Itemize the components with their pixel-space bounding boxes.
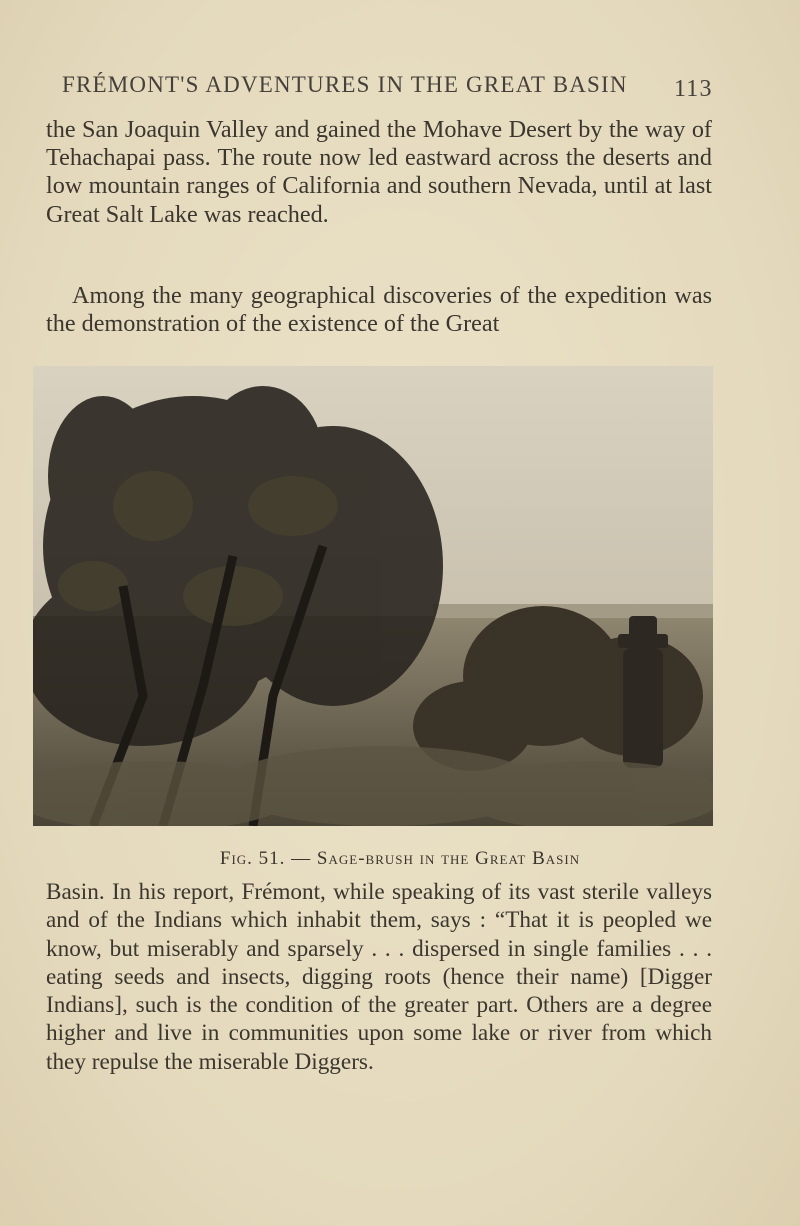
sage-brush-photo [33,366,713,826]
page-number: 113 [674,76,713,102]
paragraph-1: the San Joaquin Valley and gained the Mohave Desert by the way of Tehachapai pass. The route now led eastward across the deserts and low mountain ranges of California and southern Nevada, until at last Great Salt Lake was reached. [46,116,712,228]
running-title: FRÉMONT'S ADVENTURES IN THE GREAT BASIN [62,72,628,97]
paragraph-2: Among the many geographical discoveries of the expedition was the demonstration of the existence of the Great [46,282,712,338]
paragraph-3: Basin. In his report, Frémont, while speaking of its vast sterile valleys and of the Indians which inhabit them, says : “That it is peopled we know, but miserably and sparsely . . . dispersed in single families . . . eating seeds and insects, digging roots (hence their name) [Digger Indians], such is the condition of the greater part. Others are a degree higher and live in communities upon some lake or river from which they repulse the miserable Diggers. [46,879,712,1075]
figure-caption-text: Fig. 51. — Sage-brush in the Great Basin [219,848,581,869]
figure-caption [0,848,800,870]
figure-photograph [33,366,713,826]
